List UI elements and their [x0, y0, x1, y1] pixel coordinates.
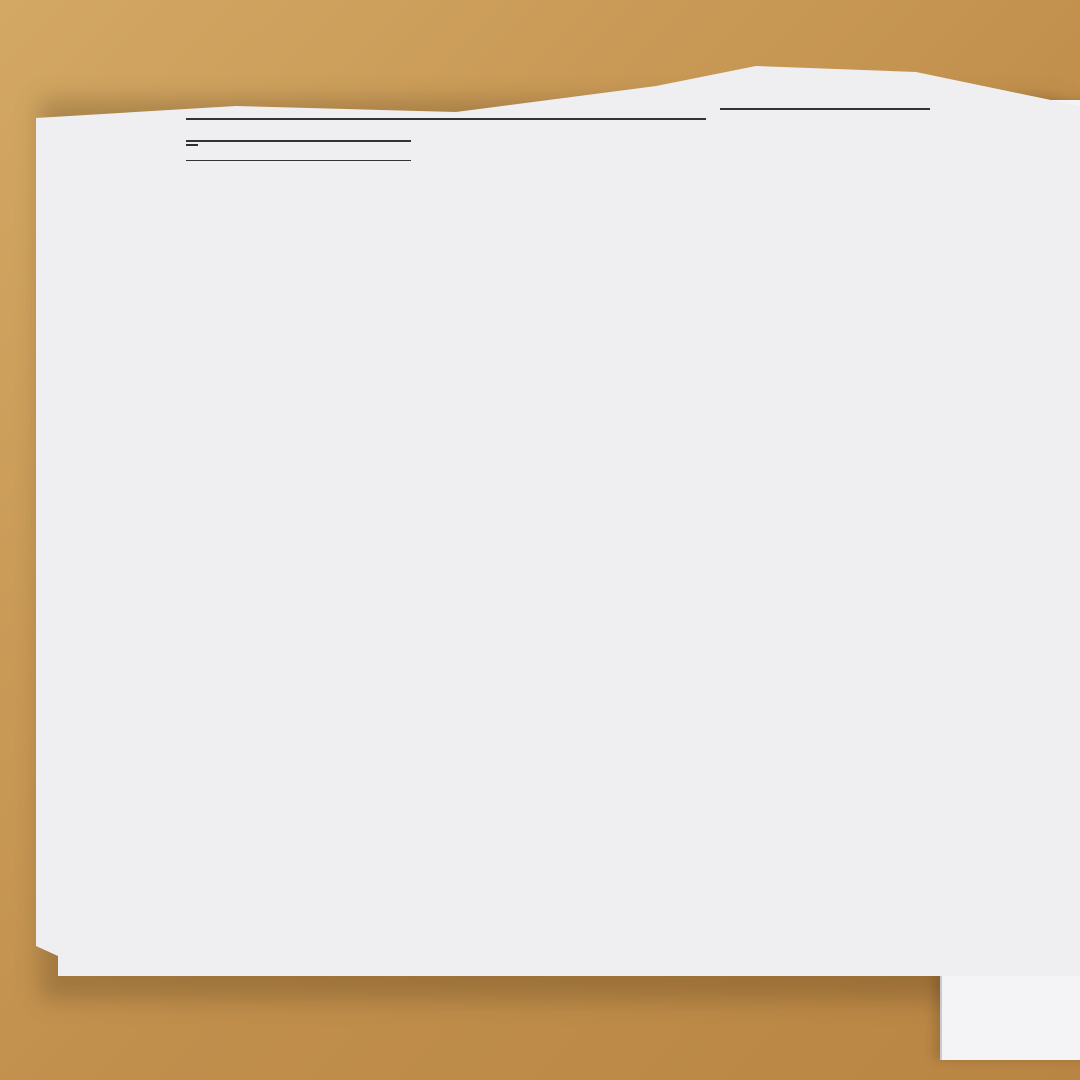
column-1	[186, 140, 411, 169]
column-3	[732, 88, 932, 948]
title-box	[186, 140, 411, 161]
page-title	[186, 144, 198, 146]
top-rule-left	[186, 118, 706, 120]
